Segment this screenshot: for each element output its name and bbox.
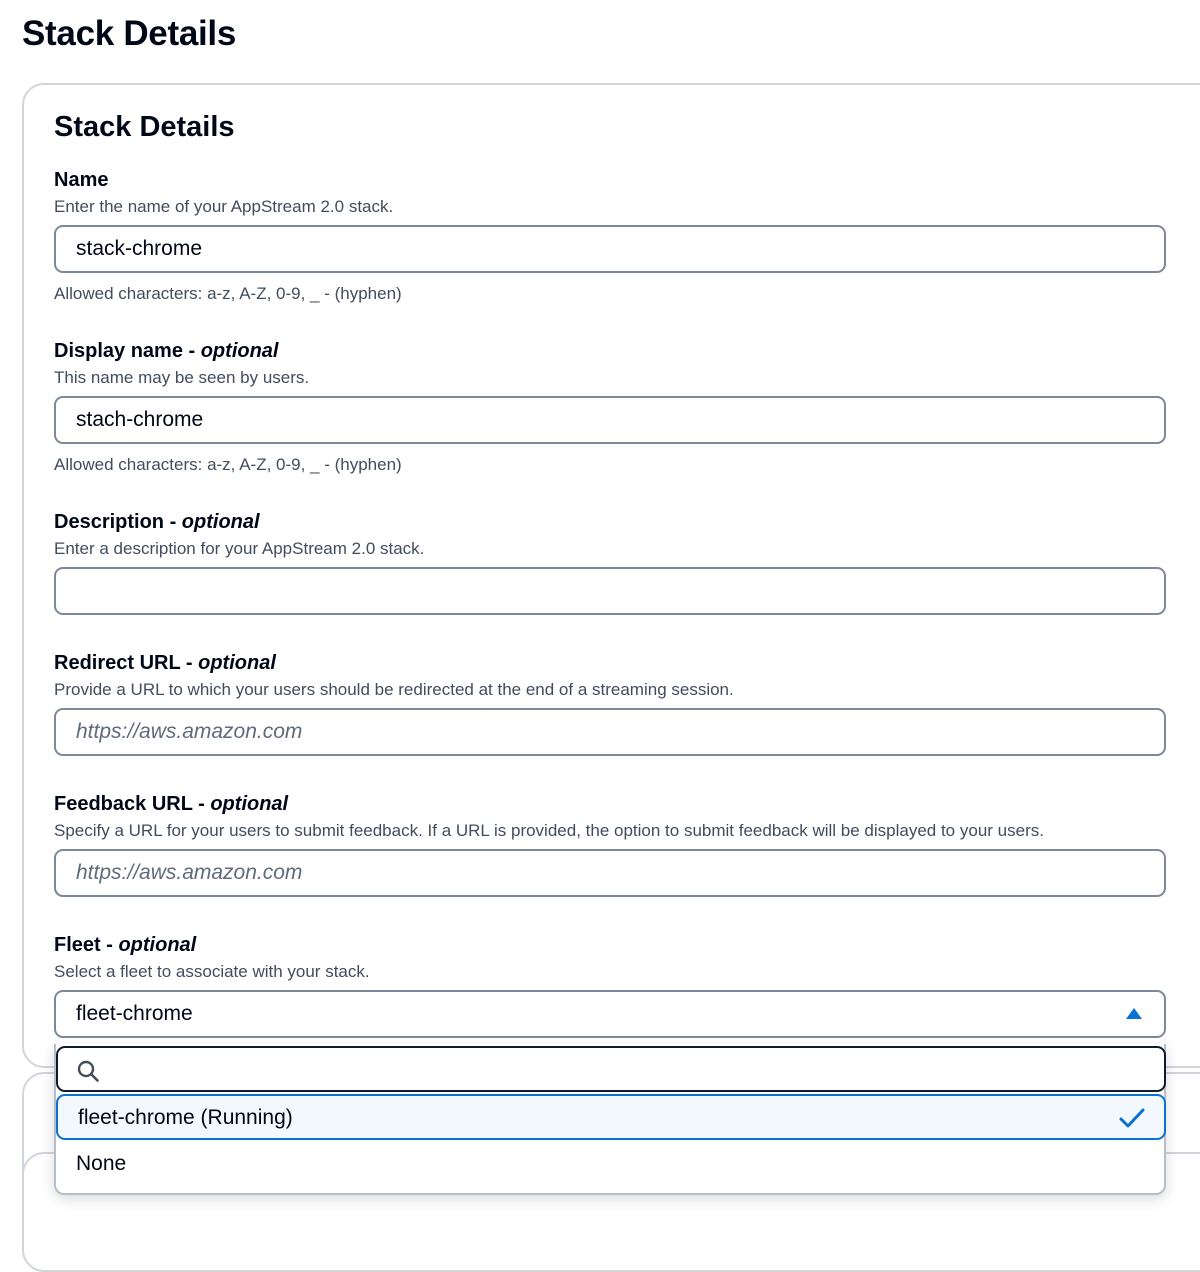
name-label: Name [54, 169, 109, 191]
redirect-url-input[interactable] [54, 708, 1166, 756]
option-label: None [76, 1152, 127, 1175]
description-field [54, 510, 1166, 615]
name-constraint: Allowed characters: a-z, A-Z, 0-9, _ - (hyphen) [54, 284, 402, 303]
feedback-url-label [54, 792, 1166, 816]
display-name-input-value: stach-chrome [76, 408, 204, 431]
name-description: Enter the name of your AppStream 2.0 stack. [54, 197, 394, 216]
feedback-url-description: Specify a URL for your users to submit feedback. If a URL is provided, the option to submit feedback will be displayed to your users. [54, 821, 1044, 840]
display-name-label-text: Display name - [54, 340, 201, 362]
fleet-field [54, 933, 1166, 1038]
description-label-text: Description - [54, 511, 182, 533]
optional-tag: optional [118, 934, 197, 956]
fleet-label-text: Fleet - [54, 934, 119, 956]
feedback-url-placeholder: https://aws.amazon.com [76, 861, 303, 884]
feedback-url-label-text: Feedback URL - [54, 793, 211, 815]
redirect-url-description: Provide a URL to which your users should be redirected at the end of a streaming session. [54, 680, 734, 699]
name-field [54, 168, 1166, 305]
display-name-field [54, 339, 1166, 476]
search-icon [76, 1059, 100, 1083]
fleet-dropdown [54, 1044, 1166, 1195]
display-name-description: This name may be seen by users. [54, 368, 310, 387]
description-description: Enter a description for your AppStream 2.0 stack. [54, 539, 425, 558]
dropdown-search-input[interactable] [56, 1046, 1166, 1092]
description-input[interactable] [54, 567, 1166, 615]
option-label: fleet-chrome (Running) [78, 1106, 293, 1129]
name-input-value: stack-chrome [76, 237, 203, 260]
redirect-url-label-text: Redirect URL - [54, 652, 199, 674]
name-input[interactable] [54, 225, 1166, 273]
check-icon [1118, 1106, 1146, 1130]
display-name-constraint: Allowed characters: a-z, A-Z, 0-9, _ - (hyphen) [54, 455, 402, 474]
description-label [54, 510, 1166, 534]
fleet-label [54, 933, 1166, 957]
optional-tag: optional [200, 340, 279, 362]
redirect-url-field [54, 651, 1166, 756]
fleet-description: Select a fleet to associate with your stack. [54, 962, 370, 981]
caret-up-icon[interactable] [1126, 1008, 1142, 1019]
fleet-select-value: fleet-chrome [76, 1002, 193, 1025]
display-name-label [54, 339, 1166, 363]
container-title: Stack Details [54, 111, 235, 143]
dropdown-option-fleet-chrome[interactable] [56, 1094, 1166, 1140]
feedback-url-field [54, 792, 1166, 897]
optional-tag: optional [210, 793, 289, 815]
page-title: Stack Details [22, 14, 236, 53]
redirect-url-placeholder: https://aws.amazon.com [76, 720, 303, 743]
redirect-url-label [54, 651, 1166, 675]
optional-tag: optional [198, 652, 276, 674]
optional-tag: optional [181, 511, 260, 533]
feedback-url-input[interactable] [54, 849, 1166, 897]
fleet-select[interactable] [54, 990, 1166, 1038]
display-name-input[interactable] [54, 396, 1166, 444]
dropdown-option-none[interactable] [56, 1142, 1166, 1188]
